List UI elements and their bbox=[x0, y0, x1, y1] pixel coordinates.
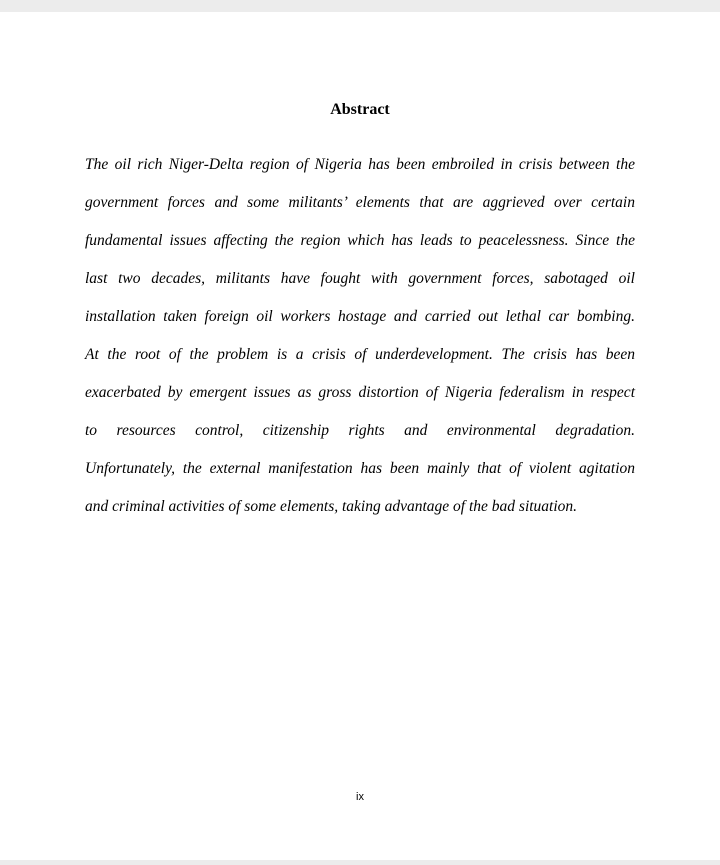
abstract-line: The oil rich Niger-Delta region of Nigeria has been embroiled in crisis between the bbox=[85, 156, 635, 173]
abstract-line: last two decades, militants have fought with government forces, sabotaged oil bbox=[85, 270, 635, 287]
abstract-heading: Abstract bbox=[330, 101, 390, 118]
abstract-line: and criminal activities of some elements, taking advantage of the bad situation. bbox=[85, 498, 578, 515]
abstract-line: fundamental issues affecting the region which has leads to peacelessness. Since the bbox=[85, 232, 635, 249]
document-page bbox=[0, 12, 720, 860]
abstract-line: exacerbated by emergent issues as gross distortion of Nigeria federalism in respect bbox=[85, 384, 635, 401]
abstract-line: At the root of the problem is a crisis of underdevelopment. The crisis has been bbox=[85, 346, 635, 363]
abstract-line: to resources control, citizenship rights and environmental degradation. bbox=[85, 422, 635, 439]
abstract-line: Unfortunately, the external manifestation has been mainly that of violent agitation bbox=[85, 460, 635, 477]
page-number: ix bbox=[356, 791, 364, 803]
abstract-line: installation taken foreign oil workers hostage and carried out lethal car bombing. bbox=[85, 308, 635, 325]
abstract-line: government forces and some militants’ elements that are aggrieved over certain bbox=[85, 194, 635, 211]
abstract-body bbox=[85, 146, 635, 526]
